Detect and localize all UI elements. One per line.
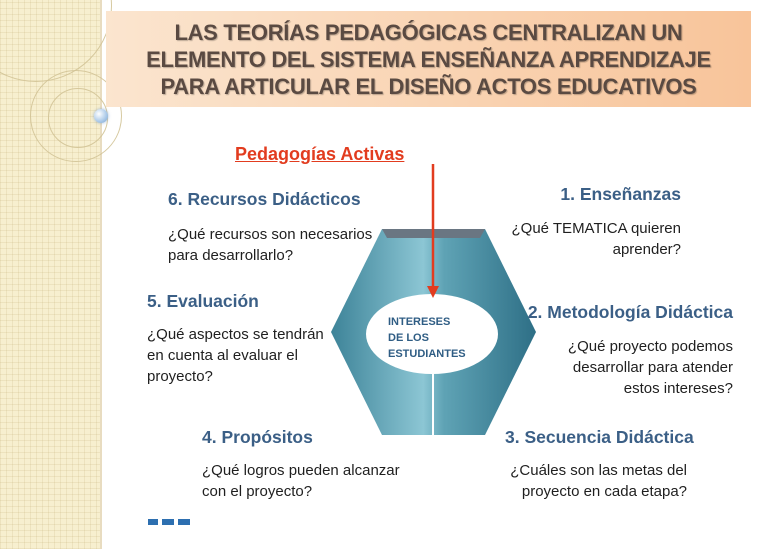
- item-6-question: ¿Qué recursos son necesarios para desarrollarlo?: [168, 226, 373, 264]
- item-3-heading: 3. Secuencia Didáctica: [505, 427, 694, 447]
- item-2-question: ¿Qué proyecto podemos desarrollar para atender estos intereses?: [567, 338, 733, 397]
- item-2-heading: 2. Metodología Didáctica: [527, 302, 733, 322]
- center-label: INTERESES DE LOS ESTUDIANTES: [388, 316, 466, 360]
- item-4-heading: 4. Propósitos: [202, 427, 313, 447]
- item-1-heading: 1. Enseñanzas: [560, 184, 681, 204]
- slide-title: LAS TEORÍAS PEDAGÓGICAS CENTRALIZAN UN ELEMENTO DEL SISTEMA ENSEÑANZA APRENDIZAJE PARA ARTICULAR EL DISEÑO ACTOS EDUCATIVOS: [146, 19, 711, 99]
- item-5-question: ¿Qué aspectos se tendrán en cuenta al evaluar el proyecto?: [147, 326, 324, 385]
- footer-logo-fragment: [148, 519, 190, 525]
- item-5-heading: 5. Evaluación: [147, 291, 259, 311]
- item-6-heading: 6. Recursos Didácticos: [168, 189, 361, 209]
- item-3-question: ¿Cuáles son las metas del proyecto en cada etapa?: [510, 462, 687, 500]
- item-1-question: ¿Qué TEMATICA quieren aprender?: [511, 220, 681, 258]
- item-4-question: ¿Qué logros pueden alcanzar con el proyecto?: [202, 462, 400, 500]
- diagram-top-label: Pedagogías Activas: [235, 144, 405, 164]
